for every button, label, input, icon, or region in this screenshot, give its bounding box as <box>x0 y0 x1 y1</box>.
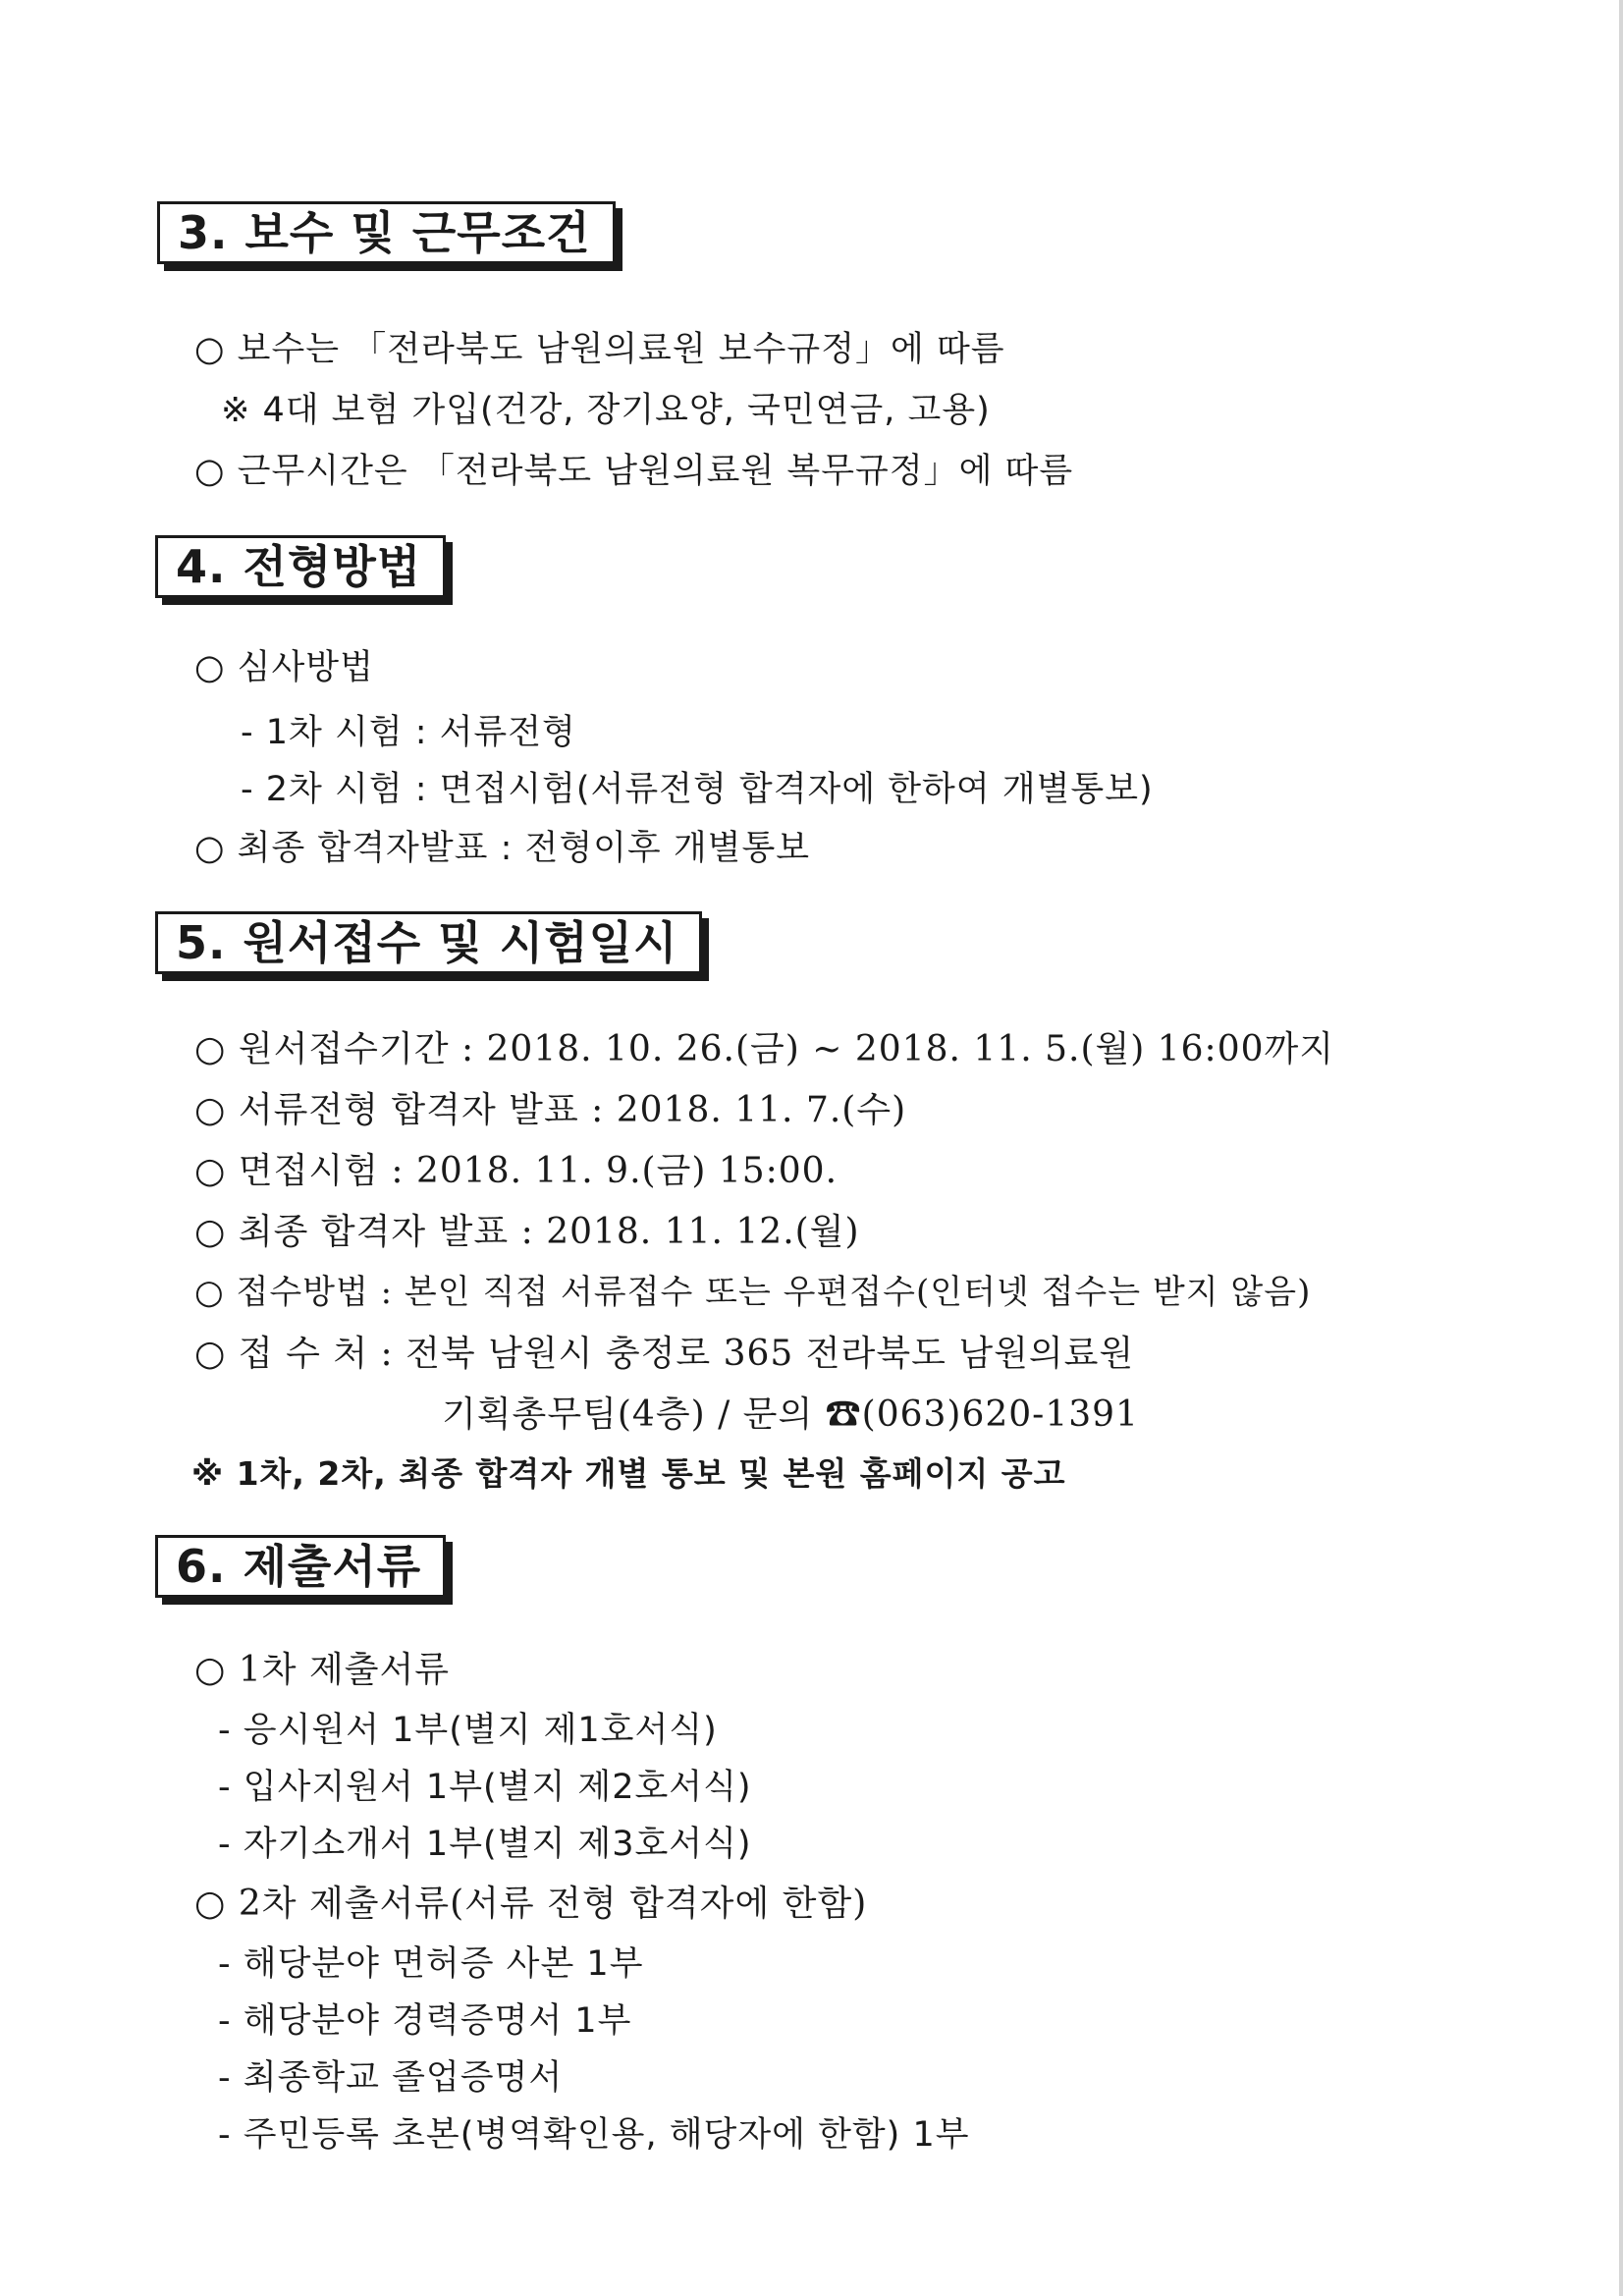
sec6-license-copy: - 해당분야 면허증 사본 1부 <box>218 1944 644 1984</box>
section-4-heading: 4. 전형방법 <box>155 535 446 598</box>
sec6-application-form: - 응시원서 1부(별지 제1호서식) <box>218 1711 718 1750</box>
section-5-heading: 5. 원서접수 및 시험일시 <box>155 911 702 974</box>
sec4-first-exam: - 1차 시험 : 서류전형 <box>241 713 576 752</box>
sec6-graduation-certificate: - 최종학교 졸업증명서 <box>218 2058 564 2098</box>
sec6-self-intro-form: - 자기소개서 1부(별지 제3호서식) <box>218 1825 752 1864</box>
scan-edge <box>1619 0 1623 2296</box>
sec5-application-period: ○ 원서접수기간 : 2018. 10. 26.(금) ~ 2018. 11. 5.(월) 16:00까지 <box>194 1029 1335 1069</box>
sec5-submission-method: ○ 접수방법 : 본인 직접 서류접수 또는 우편접수(인터넷 접수는 받지 않음) <box>194 1273 1312 1312</box>
sec6-career-certificate: - 해당분야 경력증명서 1부 <box>218 2001 632 2041</box>
sec3-insurance-note: ※ 4대 보험 가입(건강, 장기요양, 국민연금, 고용) <box>221 391 991 430</box>
section-6-heading: 6. 제출서류 <box>155 1535 446 1598</box>
sec4-second-exam: - 2차 시험 : 면접시험(서류전형 합격자에 한하여 개별통보) <box>241 770 1154 809</box>
sec5-interview: ○ 면접시험 : 2018. 11. 9.(금) 15:00. <box>194 1151 839 1191</box>
sec4-final-announcement: ○ 최종 합격자발표 : 전형이후 개별통보 <box>194 829 811 868</box>
section-3-heading: 3. 보수 및 근무조건 <box>157 201 616 264</box>
sec3-salary-line: ○ 보수는 「전라북도 남원의료원 보수규정」에 따름 <box>194 330 1005 369</box>
sec6-resident-registration: - 주민등록 초본(병역확인용, 해당자에 한함) 1부 <box>218 2115 970 2155</box>
sec3-worktime-line: ○ 근무시간은 「전라북도 남원의료원 복무규정」에 따름 <box>194 452 1074 491</box>
sec5-contact: 기획총무팀(4층) / 문의 ☎(063)620-1391 <box>442 1394 1139 1435</box>
sec6-resume-form: - 입사지원서 1부(별지 제2호서식) <box>218 1768 752 1807</box>
sec5-notice: ※ 1차, 2차, 최종 합격자 개별 통보 및 본원 홈페이지 공고 <box>191 1454 1066 1493</box>
sec5-final-result: ○ 최종 합격자 발표 : 2018. 11. 12.(월) <box>194 1212 860 1252</box>
sec4-method-title: ○ 심사방법 <box>194 648 374 687</box>
sec5-document-result: ○ 서류전형 합격자 발표 : 2018. 11. 7.(수) <box>194 1090 907 1130</box>
sec6-first-docs-title: ○ 1차 제출서류 <box>194 1650 451 1690</box>
sec6-second-docs-title: ○ 2차 제출서류(서류 전형 합격자에 한함) <box>194 1884 868 1924</box>
sec5-submission-place: ○ 접 수 처 : 전북 남원시 충정로 365 전라북도 남원의료원 <box>194 1334 1135 1374</box>
